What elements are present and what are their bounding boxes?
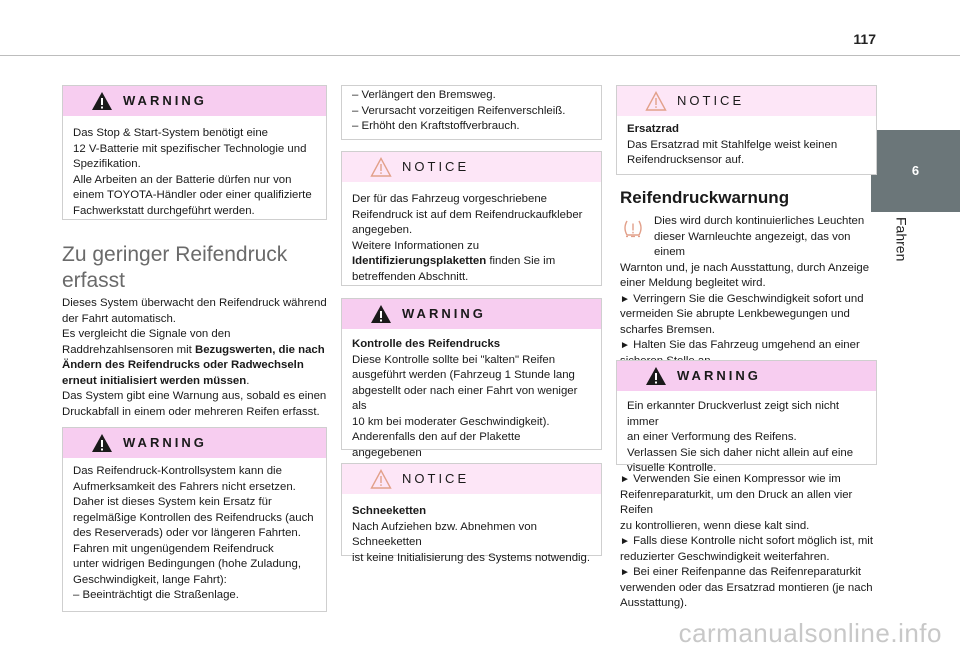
text-line: der Fahrt automatisch.: [62, 312, 176, 325]
text-line: [62, 343, 332, 359]
chapter-title: Fahren: [893, 217, 910, 262]
warning-body: [63, 116, 326, 229]
notice-body: [617, 116, 876, 179]
text-line: – Beeinträchtigt die Straßenlage.: [73, 589, 239, 601]
text-line: an einer Verformung des Reifens.: [627, 431, 797, 443]
warning-header: [63, 428, 326, 458]
text-line: betreffenden Abschnitt.: [352, 270, 469, 283]
text-span: finden Sie im: [486, 255, 556, 267]
list-item: – Erhöht den Kraftstoffverbrauch.: [352, 120, 520, 132]
warning-title: WARNING: [123, 435, 207, 451]
text-span: .: [246, 374, 250, 387]
text-span: Raddrehzahlsensoren mit: [62, 343, 195, 356]
text-line: Das System gibt eine Warnung aus, sobald es einen: [62, 390, 327, 402]
chapter-number: 6: [911, 163, 920, 179]
notice-title: NOTICE: [402, 471, 470, 487]
bullet-line: [620, 292, 870, 308]
bullet-line: [620, 472, 880, 488]
warning-title: WARNING: [402, 306, 486, 322]
text-line: ausgeführt werden (Fahrzeug 1 Stunde lang: [352, 369, 575, 381]
text-line: ist keine Initialisierung des Systems notwendig.: [352, 551, 591, 564]
text-line: Aufmerksamkeit des Fahrers nicht ersetzen.: [73, 480, 296, 493]
text-line: Fahren mit ungenügendem Reifendruck: [73, 542, 274, 555]
warning-triangle-icon: [91, 433, 113, 453]
notice-box-spare-wheel: [616, 85, 877, 175]
text-line: Ein erkannter Druckverlust zeigt sich nicht immer: [627, 400, 840, 428]
notice-title: NOTICE: [677, 93, 745, 109]
text-line: Nach Aufziehen bzw. Abnehmen von Schneeketten: [352, 520, 537, 548]
text-line: Weitere Informationen zu: [352, 239, 480, 252]
text-line: angegeben.: [352, 224, 413, 236]
text-span: Bei einer Reifenpanne das Reifenreparaturkit: [633, 566, 862, 578]
bullet-arrow-icon: ►: [620, 536, 630, 547]
text-line: Fachwerkstatt durchgeführt werden.: [73, 204, 255, 217]
text-line: Spezifikation.: [73, 158, 141, 170]
bullet-arrow-icon: ►: [620, 474, 630, 485]
section-body-low-pressure: [62, 296, 332, 420]
text-line: zu kontrollieren, wenn diese kalt sind.: [620, 519, 810, 532]
warning-title: WARNING: [123, 93, 207, 109]
bullet-line: [620, 534, 880, 550]
text-line: Das Ersatzrad mit Stahlfelge weist keinen: [627, 138, 838, 151]
bullet-arrow-icon: ►: [620, 340, 630, 351]
text-span: Verwenden Sie einen Kompressor wie im: [633, 473, 841, 485]
bold-span: erneut initialisiert werden müssen: [62, 374, 247, 387]
section-heading-pressure-warning: Reifendruckwarnung: [620, 188, 790, 207]
notice-body: [342, 494, 601, 576]
warning-triangle-icon: [91, 91, 113, 111]
text-line: Druckabfall in einem oder mehreren Reifen erfasst.: [62, 405, 320, 418]
text-line: verwenden oder das Ersatzrad montieren (je nach: [620, 581, 873, 594]
header-rule: [0, 55, 960, 56]
text-line: 10 km bei moderater Geschwindigkeit).: [352, 415, 550, 428]
text-line: einem TOYOTA-Händler oder einer qualifizierte: [73, 189, 312, 201]
text-line: [352, 254, 591, 270]
notice-header: [342, 464, 601, 494]
bullet-arrow-icon: ►: [620, 567, 630, 578]
warning-triangle-icon: [645, 366, 667, 386]
pressure-warning-steps: [620, 472, 880, 612]
section-heading-low-pressure: [62, 242, 287, 294]
page-number: 117: [853, 31, 876, 47]
text-line: abgestellt oder nach einer Fahrt von weniger als: [352, 384, 578, 412]
heading-line: Zu geringer Reifendruck: [62, 243, 288, 266]
text-line: vermeiden Sie abrupte Lenkbewegungen und: [620, 308, 850, 320]
text-line: Dies wird durch kontinuierliches Leuchten: [654, 215, 865, 227]
warning-box-tpms: [62, 427, 327, 612]
text-line: Der für das Fahrzeug vorgeschriebene: [352, 193, 548, 205]
heading-line: erfasst: [62, 269, 126, 292]
bold-line: Kontrolle des Reifendrucks: [352, 338, 501, 350]
text-line: Geschwindigkeit, lange Fahrt):: [73, 573, 227, 586]
text-line: Alle Arbeiten an der Batterie dürfen nur von: [73, 173, 292, 186]
text-line: Diese Kontrolle sollte bei "kalten" Reifen: [352, 353, 556, 366]
notice-triangle-icon: [370, 469, 392, 489]
text-line: dieser Warnleuchte angezeigt, das von einem: [654, 230, 851, 258]
text-line: scharfes Bremsen.: [620, 323, 715, 336]
notice-header: [617, 86, 876, 116]
bullet-line: [620, 338, 870, 354]
warning-body: [63, 458, 326, 614]
text-line: Verlassen Sie sich daher nicht allein auf eine: [627, 446, 854, 459]
text-span: Verringern Sie die Geschwindigkeit sofort und: [633, 292, 864, 305]
notice-triangle-icon: [645, 91, 667, 111]
text-line: unter widrigen Bedingungen (hohe Zuladung,: [73, 558, 301, 570]
text-line: Reifendruck ist auf dem Reifendruckaufkleber: [352, 208, 583, 221]
notice-box-pressure-label: [341, 151, 602, 286]
text-line: reduzierter Geschwindigkeit weiterfahren.: [620, 550, 830, 563]
text-line: regelmäßige Kontrollen des Reifendrucks (auch: [73, 511, 314, 524]
notice-header: [342, 152, 601, 182]
warning-triangle-icon: [370, 304, 392, 324]
warning-header: [617, 361, 876, 391]
text-line: einer Meldung begleitet wird.: [620, 277, 766, 289]
list-item: – Verursacht vorzeitigen Reifenverschleiß.: [352, 104, 566, 117]
text-line: 12 V-Batterie mit spezifischer Technologie und: [73, 142, 307, 155]
warning-header: [342, 299, 601, 329]
text-line: Dieses System überwacht den Reifendruck während: [62, 297, 327, 309]
warning-box-pressure-check: [341, 298, 602, 459]
list-item: – Verlängert den Bremsweg.: [352, 89, 496, 101]
bold-span: Bezugswerten, die nach: [194, 343, 325, 356]
chapter-tab: [871, 130, 960, 212]
bullet-arrow-icon: ►: [620, 293, 630, 305]
bold-line: Schneeketten: [352, 505, 427, 517]
text-line: Daher ist dieses System kein Ersatz für: [73, 496, 272, 508]
text-span: Falls diese Kontrolle nicht sofort möglich ist, mit: [633, 535, 874, 547]
notice-title: NOTICE: [402, 159, 470, 175]
bold-line: Ersatzrad: [627, 123, 679, 135]
pressure-warning-intro: [620, 214, 870, 369]
notice-box-snow-chains: [341, 463, 602, 564]
warning-box-visual-check: [616, 360, 877, 474]
text-line: Das Stop & Start-System benötigt eine: [73, 127, 269, 139]
notice-triangle-icon: [370, 157, 392, 177]
text-line: Anderenfalls den auf der Plakette angegebenen: [352, 431, 521, 459]
text-line: Das Reifendruck-Kontrollsystem kann die: [73, 465, 282, 477]
warning-title: WARNING: [677, 368, 761, 384]
text-line: Ausstattung).: [620, 597, 688, 609]
text-span: Halten Sie das Fahrzeug umgehend an einer: [633, 339, 860, 351]
text-line: des Reserverads) oder vor längeren Fahrten.: [73, 527, 301, 539]
watermark-text: carmanualsonline.info: [678, 617, 942, 648]
text-line: Reifendrucksensor auf.: [627, 154, 745, 166]
warning-header: [63, 86, 326, 116]
text-line: visuelle Kontrolle.: [627, 462, 717, 474]
notice-body: [342, 182, 601, 295]
text-line: Warnton und, je nach Ausstattung, durch Anzeige: [620, 261, 870, 274]
continued-list-box: [341, 85, 602, 140]
text-line: Reifenreparaturkit, um den Druck an allen vier Reifen: [620, 488, 853, 516]
text-line: [62, 374, 332, 390]
bold-line: Ändern des Reifendrucks oder Radwechseln: [62, 359, 304, 371]
text-line: Es vergleicht die Signale von den: [62, 328, 231, 340]
warning-box-battery: [62, 85, 327, 220]
bold-span: Identifizierungsplaketten: [352, 255, 487, 267]
continued-list: [342, 88, 601, 135]
bullet-line: [620, 565, 880, 581]
